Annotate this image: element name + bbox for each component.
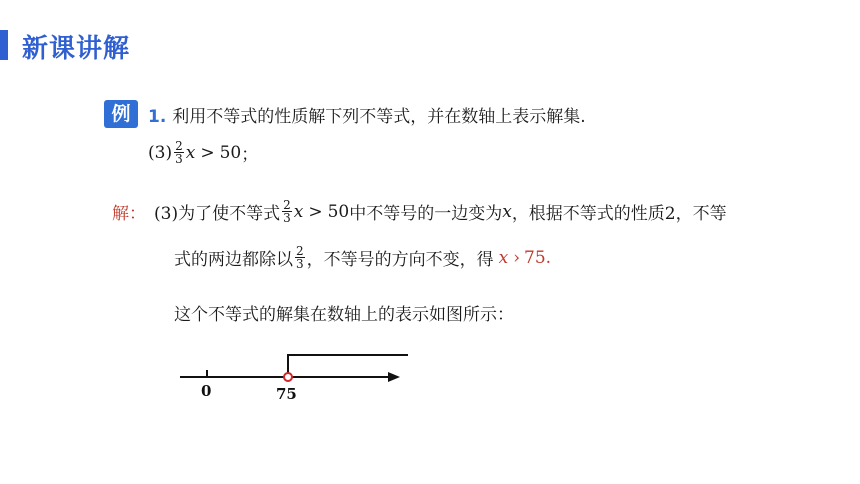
solution-text: 这个不等式的解集在数轴上的表示如图所示： [174, 305, 514, 325]
rhs-value: 50 [219, 142, 242, 163]
number-line-arrow [388, 372, 400, 382]
punctuation: ； [241, 145, 259, 165]
fraction-numerator: 2 [175, 139, 183, 153]
result-variable: x [498, 247, 509, 268]
solution-label: 解： [112, 204, 146, 224]
problem-text: 利用不等式的性质解下列不等式，并在数轴上表示解集. [172, 107, 586, 127]
result-relation: › [513, 247, 521, 268]
variable: x [185, 142, 196, 163]
fraction-denominator: 3 [175, 152, 183, 166]
solution-text: 中不等号的一边变为 [349, 204, 503, 224]
rhs-value: 50 [327, 201, 350, 222]
fraction-denominator: 3 [296, 257, 304, 271]
problem-number: 1. [148, 107, 167, 127]
result-value: 75. [524, 247, 552, 268]
solution-text: ，根据不等式的性质2，不等 [511, 204, 727, 224]
example-badge: 例 [104, 100, 138, 128]
relation-symbol: > [308, 201, 323, 222]
relation-symbol: > [200, 142, 215, 163]
solution-text: 式的两边都除以 [174, 250, 293, 270]
solution-text: ，不等号的方向不变，得 [306, 250, 494, 270]
solution-text: (3)为了使不等式 [154, 204, 281, 224]
page-title: 新课讲解 [22, 34, 131, 64]
fraction-denominator: 3 [283, 211, 291, 225]
fraction-numerator: 2 [283, 198, 291, 212]
part-label: (3) [148, 142, 173, 163]
label-zero: 0 [201, 382, 212, 400]
variable: x [502, 201, 512, 222]
fraction-numerator: 2 [296, 244, 304, 258]
open-point-75 [284, 373, 292, 381]
label-75: 75 [276, 385, 297, 403]
variable: x [293, 201, 304, 222]
